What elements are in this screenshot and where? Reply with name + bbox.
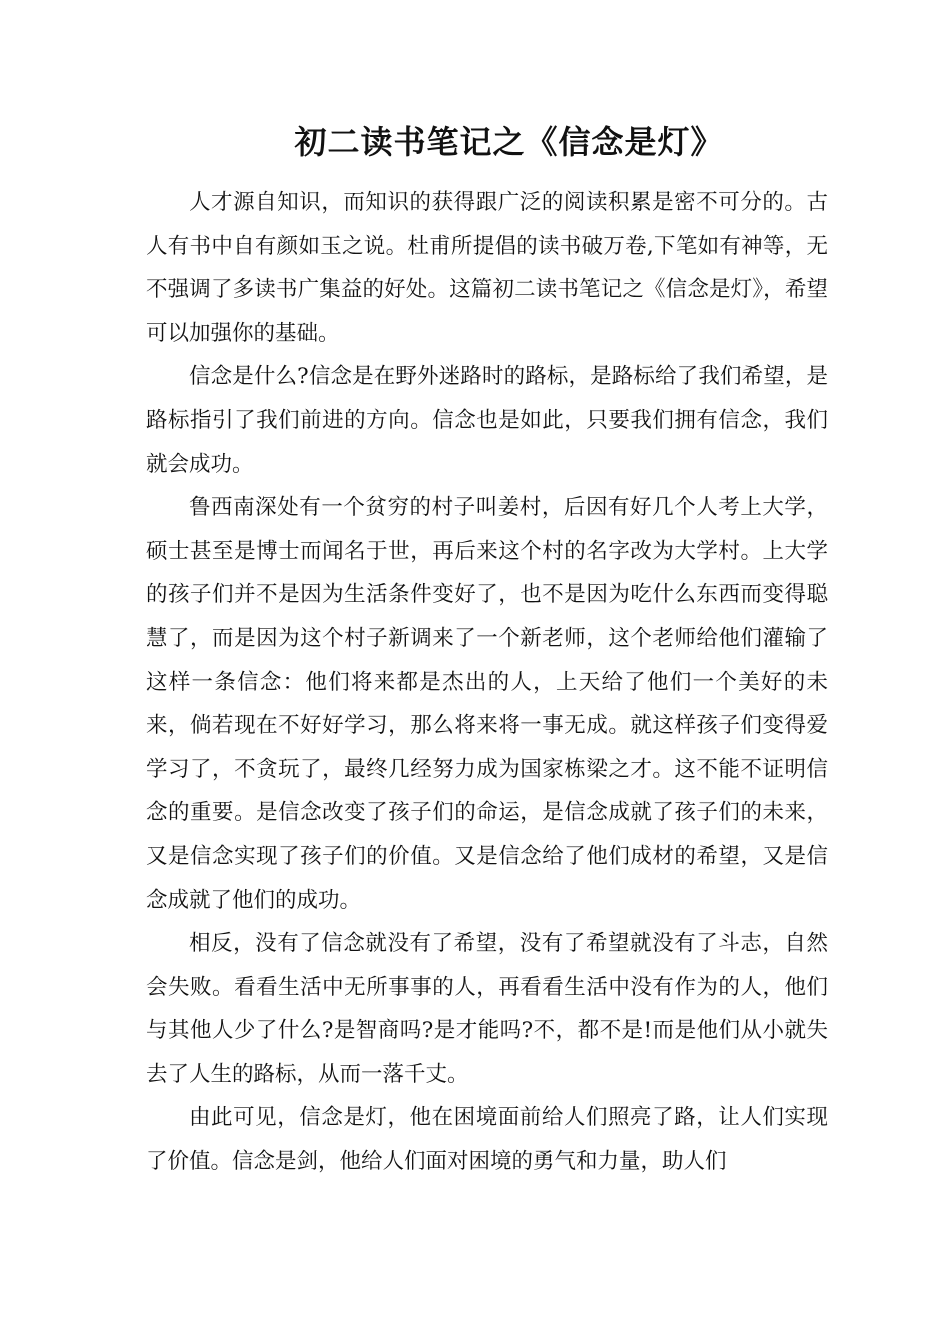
paragraph-3: 鲁西南深处有一个贫穷的村子叫姜村，后因有好几个人考上大学，硕士甚至是博士而闻名于世，再后来这个村的名字改为大学村。上大学的孩子们并不是因为生活条件变好了，也不是因为吃什么东西而变得聪慧了，而是因为这个村子新调来了一个新老师，这个老师给他们灌输了这样一条信念：他们将来都是杰出的人，上天给了他们一个美好的未来，倘若现在不好好学习，那么将来将一事无成。就这样孩子们变得爱学习了，不贪玩了，最终几经努力成为国家栋梁之才。这不能不证明信念的重要。是信念改变了孩子们的命运，是信念成就了孩子们的未来，又是信念实现了孩子们的价值。又是信念给了他们成材的希望，又是信念成就了他们的成功。 [146,495,828,913]
paragraph-2: 信念是什么?信念是在野外迷路时的路标，是路标给了我们希望，是路标指引了我们前进的方向。信念也是如此，只要我们拥有信念，我们就会成功。 [146,364,828,477]
document-title: 初二读书笔记之《信念是灯》 [294,123,724,161]
paragraph-1: 人才源自知识，而知识的获得跟广泛的阅读积累是密不可分的。古人有书中自有颜如玉之说。杜甫所提倡的读书破万卷,下笔如有神等，无不强调了多读书广集益的好处。这篇初二读书笔记之《信念是灯》，希望可以加强你的基础。 [146,190,828,346]
paragraph-5: 由此可见，信念是灯，他在困境面前给人们照亮了路，让人们实现了价值。信念是剑，他给人们面对困境的勇气和力量，助人们 [146,1105,828,1175]
paragraph-4: 相反，没有了信念就没有了希望，没有了希望就没有了斗志，自然会失败。看看生活中无所事事的人，再看看生活中没有作为的人，他们与其他人少了什么?是智商吗?是才能吗?不，都不是!而是他们从小就失去了人生的路标，从而一落千丈。 [146,931,828,1087]
